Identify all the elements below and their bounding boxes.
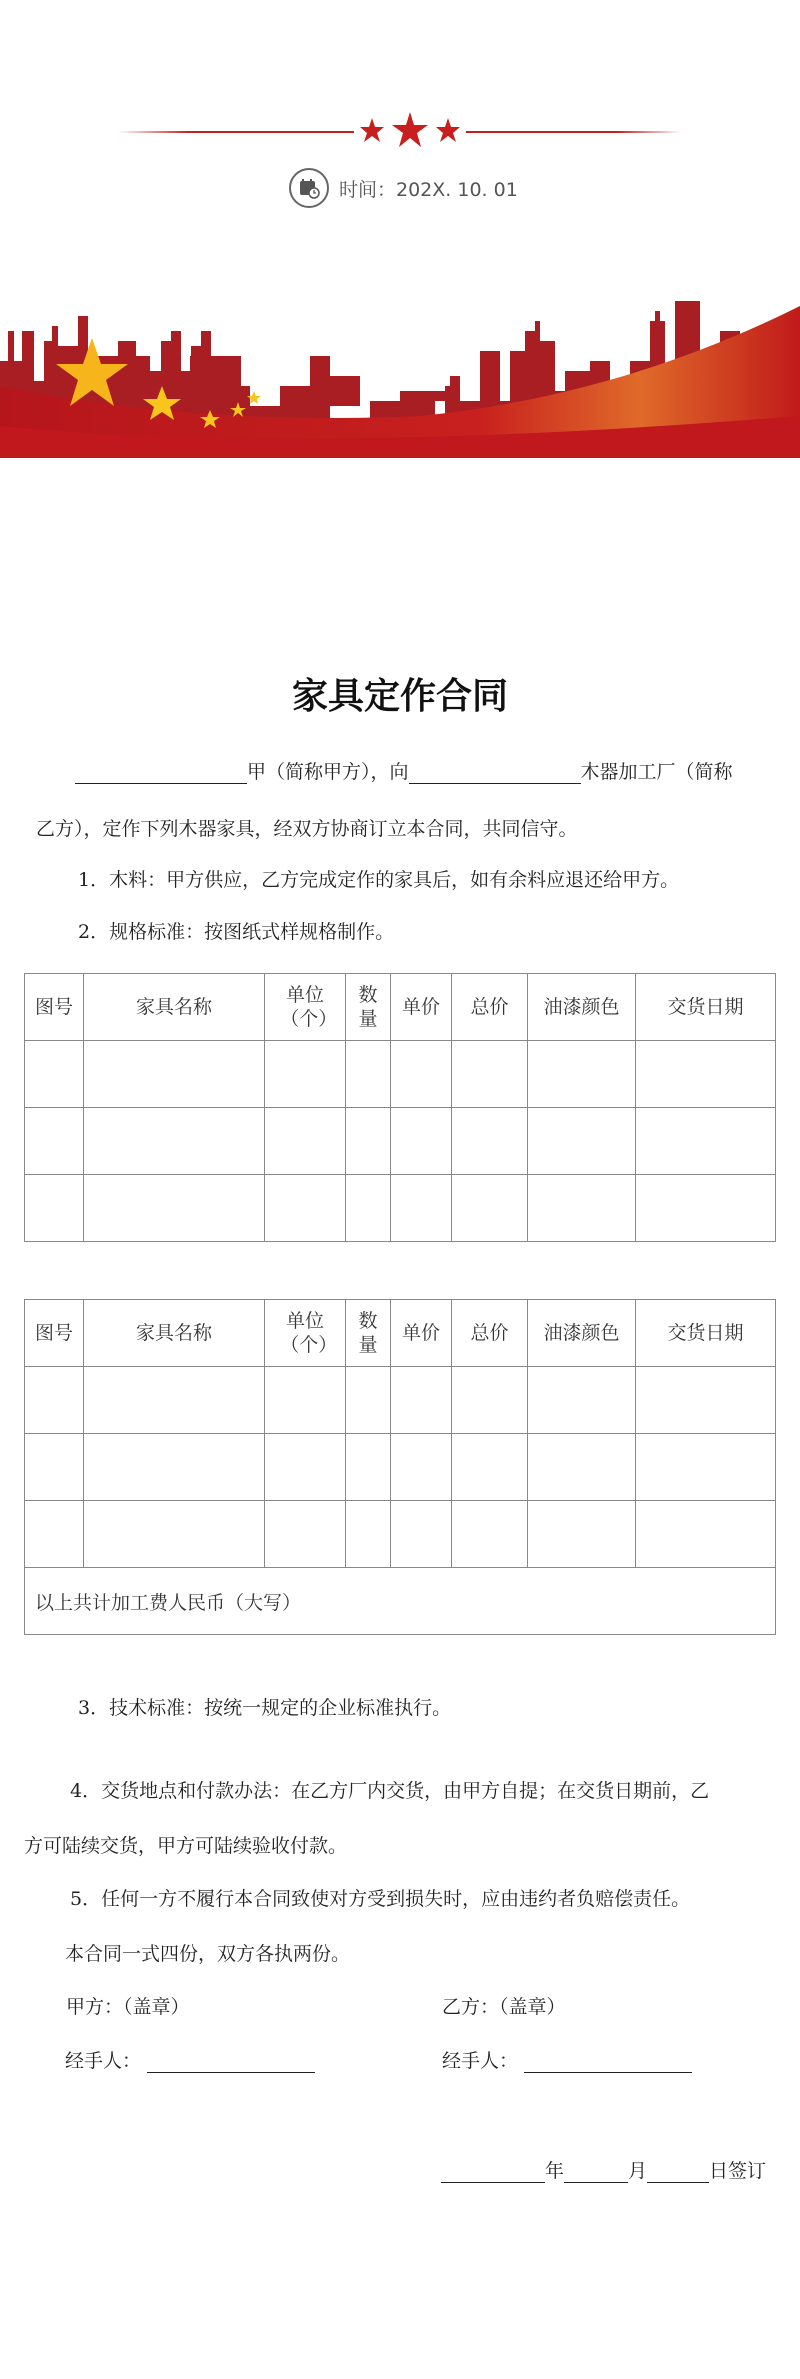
header-cell: 交货日期: [636, 974, 776, 1041]
cell[interactable]: [452, 1041, 528, 1108]
handler-a-field[interactable]: [147, 2052, 315, 2073]
cell[interactable]: [265, 1041, 346, 1108]
day-label: 日签订: [709, 2160, 767, 2182]
handler-b-label: 经手人：: [442, 2050, 519, 2072]
year-label: 年: [545, 2160, 565, 2182]
cell[interactable]: [25, 1501, 84, 1568]
handler-a: [65, 2049, 315, 2073]
header-qty: 数量: [358, 1310, 378, 1356]
cell[interactable]: [84, 1041, 265, 1108]
cell[interactable]: [84, 1367, 265, 1434]
calendar-clock-icon: [289, 168, 329, 208]
cell[interactable]: [25, 1041, 84, 1108]
header-unit: 单位（个）: [280, 1310, 338, 1356]
party-a-seal: 甲方：（盖章）: [66, 1996, 190, 2018]
furniture-table-1: [24, 973, 776, 1242]
cell[interactable]: [636, 1367, 776, 1434]
cell[interactable]: [452, 1367, 528, 1434]
table-row: [25, 1108, 776, 1175]
month-field[interactable]: [564, 2162, 628, 2183]
item-4-line-1: 4．交货地点和付款办法：在乙方厂内交货，由甲方自提；在交货日期前，乙: [70, 1780, 710, 1802]
cell[interactable]: [346, 1108, 391, 1175]
cell[interactable]: [25, 1175, 84, 1242]
cell[interactable]: [636, 1434, 776, 1501]
furniture-table-2: [24, 1299, 776, 1635]
cell[interactable]: [265, 1108, 346, 1175]
cell[interactable]: [391, 1108, 452, 1175]
cell[interactable]: [346, 1434, 391, 1501]
document-title: 家具定作合同: [291, 676, 508, 717]
cell[interactable]: [25, 1434, 84, 1501]
cell[interactable]: [452, 1175, 528, 1242]
cell[interactable]: [528, 1108, 636, 1175]
header-cell: 总价: [452, 974, 528, 1041]
party-a-name-field[interactable]: [75, 763, 247, 784]
factory-name-field[interactable]: [409, 763, 581, 784]
header-cell: [346, 974, 391, 1041]
header-cell: 单价: [391, 1300, 452, 1367]
city-skyline-banner: [0, 266, 800, 458]
cell[interactable]: [346, 1367, 391, 1434]
cell[interactable]: [452, 1108, 528, 1175]
cell[interactable]: [528, 1367, 636, 1434]
header-cell: 总价: [452, 1300, 528, 1367]
header-cell: 图号: [25, 974, 84, 1041]
total-label[interactable]: 以上共计加工费人民币（大写）: [25, 1568, 776, 1635]
cell[interactable]: [636, 1041, 776, 1108]
cell[interactable]: [391, 1041, 452, 1108]
total-row: [25, 1568, 776, 1635]
cell[interactable]: [265, 1434, 346, 1501]
header-cell: 油漆颜色: [528, 1300, 636, 1367]
signing-date: [441, 2159, 766, 2183]
intro-part-1: 甲（简称甲方），向: [247, 761, 409, 783]
cell[interactable]: [265, 1175, 346, 1242]
month-label: 月: [628, 2160, 648, 2182]
item-5: 5．任何一方不履行本合同致使对方受到损失时，应由违约者负赔偿责任。: [70, 1888, 691, 1910]
intro-line-1: [75, 760, 733, 784]
header-unit: 单位（个）: [280, 984, 338, 1030]
item-1: 1．木料：甲方供应，乙方完成定作的家具后，如有余料应退还给甲方。: [78, 869, 680, 891]
cell[interactable]: [391, 1367, 452, 1434]
divider-left: [118, 131, 354, 133]
item-3: 3．技术标准：按统一规定的企业标准执行。: [78, 1697, 452, 1719]
cell[interactable]: [346, 1175, 391, 1242]
table-header-row: [25, 974, 776, 1041]
cell[interactable]: [84, 1175, 265, 1242]
cell[interactable]: [528, 1175, 636, 1242]
party-b-seal: 乙方：（盖章）: [442, 1996, 566, 2018]
cell[interactable]: [25, 1367, 84, 1434]
copies-note: 本合同一式四份，双方各执两份。: [65, 1943, 351, 1965]
handler-a-label: 经手人：: [65, 2050, 142, 2072]
handler-b-field[interactable]: [524, 2052, 692, 2073]
table-header-row: [25, 1300, 776, 1367]
table-row: [25, 1434, 776, 1501]
cell[interactable]: [346, 1501, 391, 1568]
cell[interactable]: [636, 1175, 776, 1242]
header-cell: 家具名称: [84, 1300, 265, 1367]
cell[interactable]: [84, 1434, 265, 1501]
intro-line-2: 乙方），定作下列木器家具，经双方协商订立本合同，共同信守。: [36, 818, 578, 840]
time-row: [289, 166, 518, 210]
cell[interactable]: [25, 1108, 84, 1175]
cell[interactable]: [265, 1367, 346, 1434]
header-cell: [265, 1300, 346, 1367]
cell[interactable]: [452, 1434, 528, 1501]
cell[interactable]: [528, 1501, 636, 1568]
table-row: [25, 1367, 776, 1434]
table-row: [25, 1501, 776, 1568]
year-field[interactable]: [441, 2162, 545, 2183]
divider-right: [466, 131, 682, 133]
stars-icon: [354, 110, 466, 154]
table-row: [25, 1175, 776, 1242]
cell[interactable]: [391, 1175, 452, 1242]
header-cell: 交货日期: [636, 1300, 776, 1367]
cell[interactable]: [452, 1501, 528, 1568]
cell[interactable]: [528, 1434, 636, 1501]
cell[interactable]: [84, 1108, 265, 1175]
header-cell: [265, 974, 346, 1041]
cell[interactable]: [636, 1501, 776, 1568]
header-qty: 数量: [358, 984, 378, 1030]
header-cell: 图号: [25, 1300, 84, 1367]
item-4-line-2: 方可陆续交货，甲方可陆续验收付款。: [24, 1835, 348, 1857]
table-row: [25, 1041, 776, 1108]
cell[interactable]: [346, 1041, 391, 1108]
cell[interactable]: [391, 1501, 452, 1568]
cell[interactable]: [636, 1108, 776, 1175]
cell[interactable]: [528, 1041, 636, 1108]
intro-part-2: 木器加工厂（简称: [580, 761, 733, 783]
header-cell: [346, 1300, 391, 1367]
cell[interactable]: [391, 1434, 452, 1501]
header-cell: 家具名称: [84, 974, 265, 1041]
item-2: 2．规格标准：按图纸式样规格制作。: [78, 921, 395, 943]
cell[interactable]: [265, 1501, 346, 1568]
cell[interactable]: [84, 1501, 265, 1568]
handler-b: [442, 2049, 692, 2073]
header-cell: 油漆颜色: [528, 974, 636, 1041]
header-cell: 单价: [391, 974, 452, 1041]
time-label: 时间：202X. 10. 01: [339, 178, 518, 201]
day-field[interactable]: [647, 2162, 709, 2183]
